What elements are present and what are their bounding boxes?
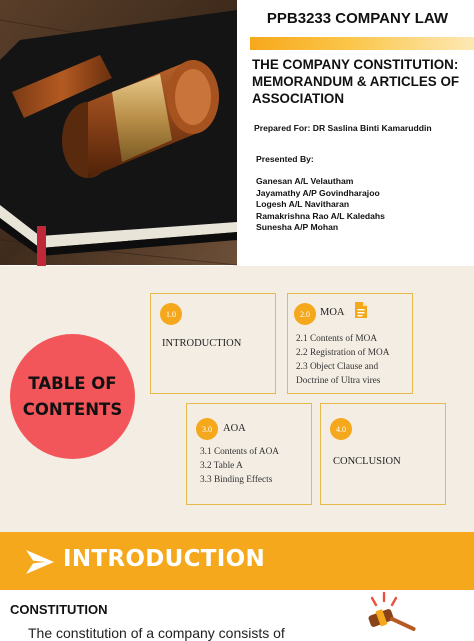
gavel-illustration	[0, 0, 237, 265]
section-number-badge: 1.0	[160, 303, 182, 325]
toc-item: 3.3 Binding Effects	[200, 475, 273, 485]
gavel-icon	[352, 590, 422, 632]
intro-body-text: The constitution of a company consists of	[28, 625, 285, 641]
presenter-name: Logesh A/L Navitharan	[256, 199, 350, 209]
toc-card-title: CONCLUSION	[333, 456, 401, 467]
document-icon	[354, 301, 368, 319]
toc-card-items	[200, 445, 279, 487]
presenter-name: Sunesha A/P Mohan	[256, 222, 339, 232]
toc-card-conclusion[interactable]	[320, 403, 446, 505]
intro-banner	[0, 532, 474, 590]
section-subheading: CONSTITUTION	[10, 602, 108, 617]
presenter-list	[256, 176, 385, 234]
cover-slide	[0, 0, 474, 265]
toc-card-moa[interactable]	[287, 293, 413, 394]
toc-item: 2.3 Object Clause and	[296, 362, 379, 372]
gavel-photo	[0, 0, 237, 265]
toc-circle	[10, 334, 135, 459]
title-accent-bar	[250, 37, 474, 50]
section-number-badge: 3.0	[196, 418, 218, 440]
toc-item: 3.2 Table A	[200, 461, 243, 471]
toc-card-title: MOA	[320, 307, 345, 318]
toc-item: 2.1 Contents of MOA	[296, 334, 378, 344]
toc-item: 2.2 Registration of MOA	[296, 348, 390, 358]
arrow-right-icon	[24, 548, 56, 576]
presenter-name: Ganesan A/L Velautham	[256, 176, 354, 186]
toc-card-title: INTRODUCTION	[162, 338, 242, 349]
presenter-name: Jayamathy A/P Govindharajoo	[256, 187, 380, 198]
document-title: THE COMPANY CONSTITUTION: MEMORANDUM & ARTICLES OF ASSOCIATION	[252, 57, 460, 106]
toc-card-introduction[interactable]	[150, 293, 276, 394]
prepared-for: Prepared For: DR Saslina Binti Kamaruddin	[254, 123, 432, 133]
section-number-badge: 2.0	[294, 303, 316, 325]
table-of-contents-slide	[0, 266, 474, 532]
presented-by-label: Presented By:	[256, 154, 314, 164]
toc-card-title: AOA	[223, 423, 246, 434]
intro-title: INTRODUCTION	[63, 546, 266, 572]
toc-heading: TABLE OF CONTENTS	[22, 373, 123, 419]
toc-item: Doctrine of Ultra vires	[296, 376, 381, 386]
introduction-slide	[0, 532, 474, 641]
toc-item: 3.1 Contents of AOA	[200, 447, 280, 457]
presenter-name: Ramakrishna Rao A/L Kaledahs	[256, 210, 385, 221]
toc-card-aoa[interactable]	[186, 403, 312, 505]
toc-card-items	[296, 332, 389, 388]
section-number-badge: 4.0	[330, 418, 352, 440]
course-code: PPB3233 COMPANY LAW	[266, 10, 449, 27]
